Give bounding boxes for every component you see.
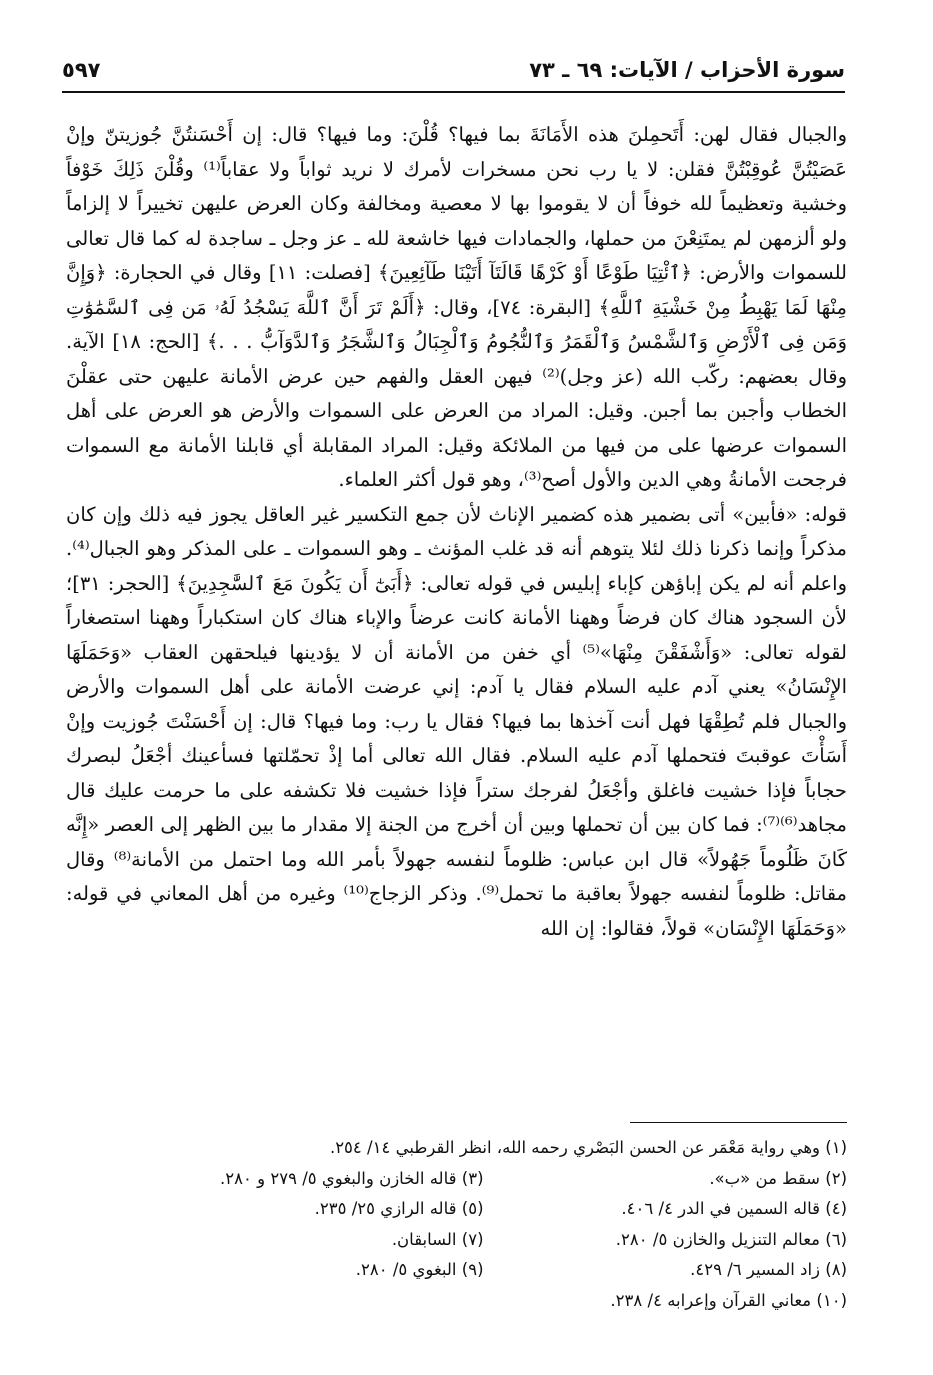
footnote-3: (٣) قاله الخازن والبغوي ٥/ ٢٧٩ و ٢٨٠. [220, 1168, 484, 1188]
footnotes [120, 1133, 847, 1316]
footnote-row [120, 1225, 847, 1256]
page-number: ٥٩٧ [62, 58, 101, 82]
footnote-10: (١٠) معاني القرآن وإعرابه ٤/ ٢٣٨. [610, 1290, 847, 1310]
footnote-6: (٦) معالم التنزيل والخازن ٥/ ٢٨٠. [615, 1229, 847, 1249]
header-rule [62, 91, 845, 93]
footnote-row [120, 1194, 847, 1225]
footnote-4: (٤) قاله السمين في الدر ٤/ ٤٠٦. [621, 1199, 847, 1218]
footnote-separator [630, 1122, 847, 1123]
main-text [66, 118, 847, 946]
footnote-9: (٩) البغوي ٥/ ٢٨٠. [355, 1260, 484, 1279]
paragraph-1: والجبال فقال لهن: أَتَحمِلنَ هذه الأَمَانَةَ بما فيها؟ قُلْنَ: وما فيها؟ قال: إن أَحْسَنتُنَّ جُوزيتنّ وإنْ عَصَيْتُنَّ عُوقِبْتُنَّ فقلن: لا يا رب نحن مسخرات لأمرك لا نريد ثواباً ولا عقاباً⁽¹⁾ وقُلْنَ ذَلِكَ خَوْفاً وخشية وتعظيماً لله خوفاً أن لا يقوموا بها لا معصية ومخالفة وكان العرض عليهن تخييراً لا إلزاماً ولو ألزمهن لم يمتَنِعْنَ من حملها، والجمادات فيها خاشعة لله ـ عز وجل ـ ساجدة له كما قال تعالى للسموات والأرض: ﴿ٱئْتِيَا طَوْعًا أَوْ كَرْهًا قَالَتَآ أَتَيْنَا طَآئِعِينَ﴾ [فصلت: ١١] وقال في الحجارة: ﴿وَإِنَّ مِنْهَا لَمَا يَهْبِطُ مِنْ خَشْيَةِ ٱللَّهِ﴾ [البقرة: ٧٤]، وقال: ﴿أَلَمْ تَرَ أَنَّ ٱللَّهَ يَسْجُدُ لَهُۥ مَن فِى ٱلسَّمَٰوَٰتِ وَمَن فِى ٱلْأَرْضِ وَٱلشَّمْسُ وَٱلْقَمَرُ وَٱلنُّجُومُ وَٱلْجِبَالُ وَٱلشَّجَرُ وَٱلدَّوَآبُّ . . .﴾ [الحج: ١٨] الآية. وقال بعضهم: ركّب الله (عز وجل)⁽²⁾ فيهن العقل والفهم حين عرض الأمانة عليهن حتى عقلْنَ الخطاب وأجبن بما أجبن. وقيل: المراد من العرض على السموات والأرض هو العرض على أهل السموات عرضها على من فيها من الملائكة وقيل: المراد المقابلة أي قابلنا الأمانة مع السموات فرجحت الأمانةُ وهي الدين والأول أصح⁽³⁾، وهو قول أكثر العلماء. [66, 123, 847, 491]
footnote-row [120, 1255, 847, 1286]
footnote-2: (٢) سقط من «ب». [709, 1168, 847, 1188]
footnote-7: (٧) السابقان. [391, 1229, 484, 1249]
surah-title: سورة الأحزاب / الآيات: ٦٩ ـ ٧٣ [529, 58, 845, 82]
footnote-1: (١) وهي رواية مَعْمَر عن الحسن البَصْري رحمه الله، انظر القرطبي ١٤/ ٢٥٤. [329, 1138, 847, 1157]
page-header [62, 58, 845, 98]
footnote-row [120, 1164, 847, 1195]
paragraph-2: قوله: «فأبين» أتى بضمير هذه كضمير الإناث لأن جمع التكسير غير العاقل يجوز فيه ذلك وإن كان مذكراً وإنما ذكرنا ذلك لئلا يتوهم أنه قد غلب المؤنث ـ وهو السموات ـ على المذكر وهو الجبال⁽⁴⁾. واعلم أنه لم يكن إباؤهن كإباء إبليس في قوله تعالى: ﴿أَبَىٰٓ أَن يَكُونَ مَعَ ٱلسَّٰجِدِينَ﴾ [الحجر: ٣١]؛ لأن السجود هناك كان فرضاً وههنا الأمانة كانت عرضاً والإباء هناك كان استكباراً وههنا استصغاراً لقوله تعالى: «وَأَشْفَقْنَ مِنْهَا»⁽⁵⁾ أي خفن من الأمانة أن لا يؤدينها فيلحقهن العقاب «وَحَمَلَهَا الإِنْسَانُ» يعني آدم عليه السلام فقال يا آدم: إني عرضت الأمانة على أهل السموات والأرض والجبال فلم تُطِقْهَا فهل أنت آخذها بما فيها؟ فقال يا رب: وما فيها؟ قال: إن أَحْسَنْتَ جُوزيت وإنْ أَسَأْتَ عوقبتَ فتحملها آدم عليه السلام. فقال الله تعالى أما إذْ تحمّلتها فسأعينك أجْعَلُ لبصرك حجاباً فإذا خشيت فاغلق وأجْعَلُ لفرجك ستراً فإذا خشيت فلا تكشفه على ما حرمت عليك قال مجاهد⁽⁶⁾⁽⁷⁾: فما كان بين أن تحملها وبين أن أخرج من الجنة إلا مقدار ما بين الظهر إلى العصر «إِنَّه كَانَ ظَلُوماً جَهُولاً» قال ابن عباس: ظلوماً لنفسه جهولاً بأمر الله وما احتمل من الأمانة⁽⁸⁾ وقال مقاتل: ظلوماً لنفسه جهولاً بعاقبة ما تحمل⁽⁹⁾. وذكر الزجاج⁽¹⁰⁾ وغيره من أهل المعاني في قوله: «وَحَمَلَهَا الإِنْسَان» قولاً، فقالوا: إن الله [66, 502, 848, 940]
footnote-5: (٥) قاله الرازي ٢٥/ ٢٣٥. [314, 1199, 484, 1218]
footnote-8: (٨) زاد المسير ٦/ ٤٢٩. [690, 1260, 847, 1279]
